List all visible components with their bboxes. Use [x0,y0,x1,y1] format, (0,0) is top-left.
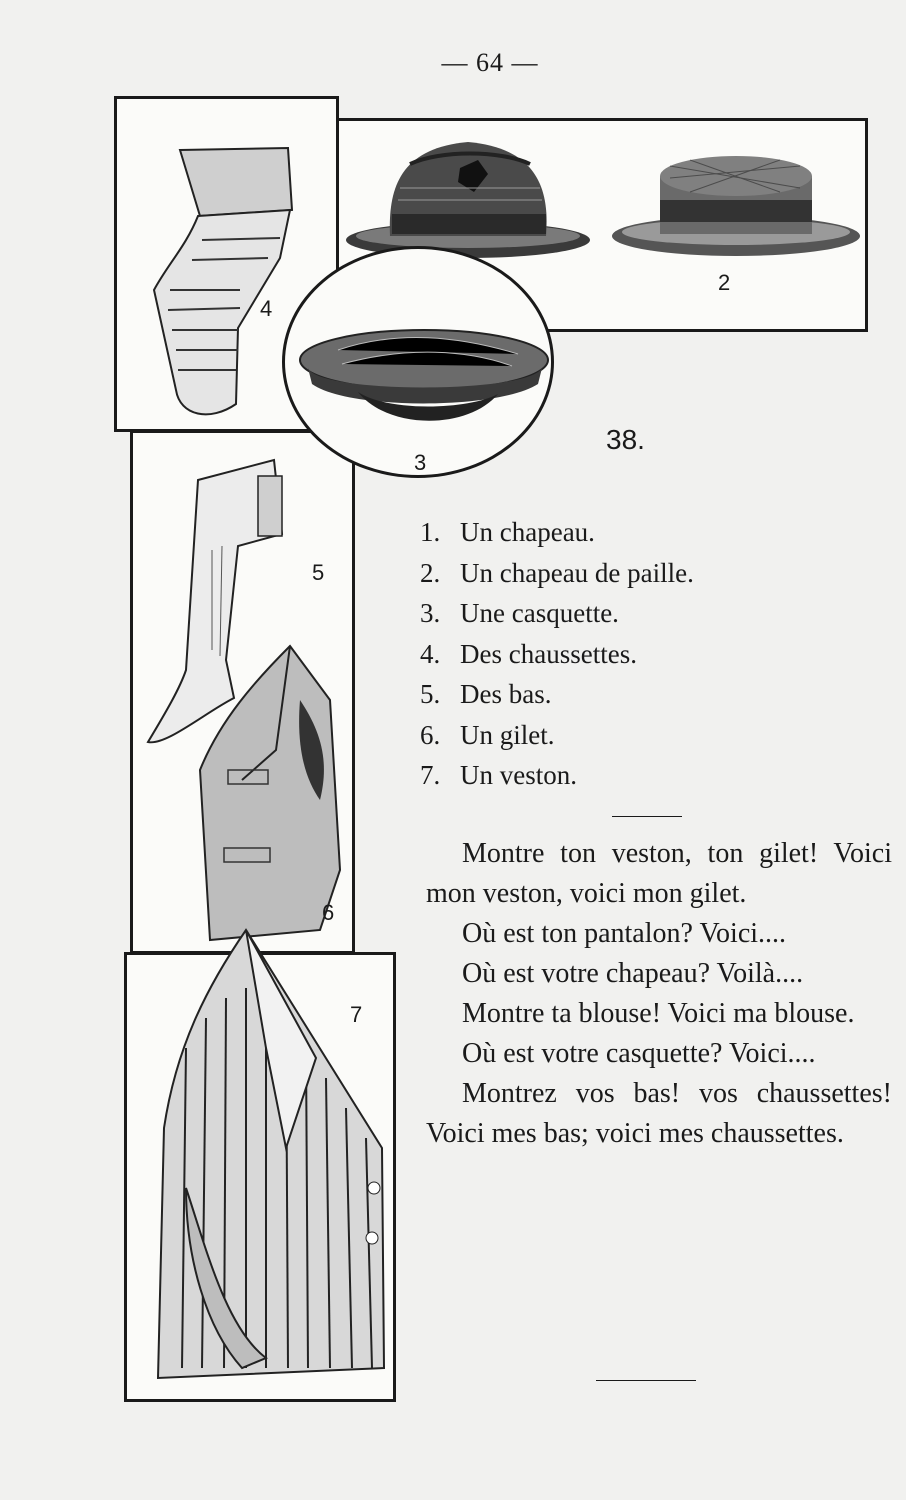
exercise-text [426,834,892,1154]
straw-hat-illustration [610,148,862,268]
paragraph: Où est votre casquette? Voici.... [462,1038,816,1069]
figure-number-2: 2 [718,270,731,295]
page-number: — 64 — [441,48,539,77]
clothing-list [420,512,694,796]
list-item: 7. Un veston. [420,760,577,790]
list-item: 6. Un gilet. [420,719,555,750]
figure-number-7: 7 [350,1002,363,1027]
figure-number-3: 3 [414,450,427,475]
list-item: 4. Des chaussettes. [420,638,637,669]
jacket-illustration [146,928,396,1392]
hat-illustration [340,128,600,268]
list-item: 5. Des bas. [420,679,552,709]
end-divider [596,1380,696,1381]
figure-label: 38. [606,424,645,455]
paragraph: Montre ta blouse! Voici ma blouse. [462,998,855,1029]
list-item: 2. Un chapeau de paille. [420,557,694,588]
cap-illustration [298,320,552,440]
paragraph: Où est ton pantalon? Voici.... [462,918,787,949]
figure-number-6: 6 [322,900,335,925]
section-divider [612,816,682,817]
figure-number-4: 4 [260,296,273,321]
paragraph: Où est votre chapeau? Voilà.... [462,958,804,989]
list-item: 3. Une casquette. [420,598,619,628]
paragraph: Montrez vos bas! vos chaussettes! Voici mes bas; voici mes chaussettes. [426,1078,892,1149]
figure-number-5: 5 [312,560,325,585]
paragraph: Montre ton veston, ton gilet! Voici mon veston, voici mon gilet. [426,838,892,909]
list-item: 1. Un chapeau. [420,517,595,547]
